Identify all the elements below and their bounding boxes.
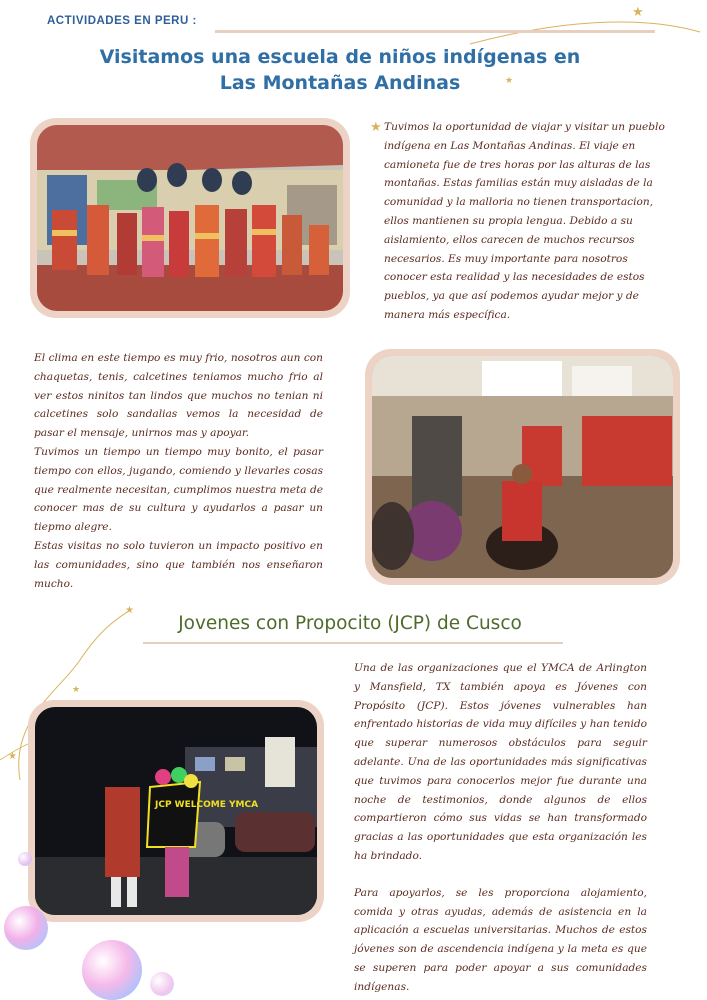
star-icon: ★ <box>125 605 134 616</box>
intro-paragraph: Tuvimos la oportunidad de viajar y visitar un pueblo indígena en Las Montañas Andinas. El viaje en camioneta fue de tres horas por las alturas de las montañas. Estas familias están muy aisladas de la comunidad y la malloria no tienen transportacion, ellos mantienen su propia lengua. Debido a su aislamiento, ellos carecen de muchos recursos necesarios. Es muy importante para nosotros conocer esta realidad y las necesidades de estos pueblos, ya que así podemos ayudar mejor y de manera más específica. <box>384 121 665 321</box>
climate-paragraph: El clima en este tiempo es muy frio, nosotros aun con chaquetas, tenis, calcetines teniamos mucho frio al ver estos ninitos tan lindos que muchos no tenian ni calcetines solo sandalias vemos la necesidad de pasar el mensaje, unirnos mas y apoyar. <box>34 352 323 440</box>
photo-ymca-night <box>28 700 324 922</box>
decorative-bubble <box>82 940 142 1000</box>
decorative-bubble <box>4 906 48 950</box>
page-title <box>95 44 585 96</box>
photo-dance <box>365 349 680 585</box>
star-icon: ★ <box>370 120 382 135</box>
ymca-night-image <box>35 707 317 915</box>
time-paragraph: Tuvimos un tiempo un tiempo muy bonito, el pasar tiempo con ellos, jugando, comiendo y llevarles cosas que realmente necesitan, cumplimos nuestra meta de conocer mas de su cultura y ayudarlos a pasar un tiepmo alegre. <box>34 445 323 534</box>
section-tag: ACTIVIDADES EN PERU : <box>47 15 197 27</box>
dance-image <box>372 356 673 578</box>
star-icon: ★ <box>72 685 81 695</box>
jcp-paragraph-2: Para apoyarlos, se les proporciona alojamiento, comida y otras ayudas, además de asistencia en la aplicación a escuelas universitarias. Muchos de estos jóvenes son de ascendencia indígena y la meta es que se superen para poder apoyar a sus comunidades indígenas. <box>354 886 647 993</box>
climate-text <box>34 349 323 593</box>
decorative-bubble <box>150 972 174 996</box>
section-divider <box>143 642 563 644</box>
sign-text: JCP WELCOME YMCA <box>155 800 259 810</box>
jcp-text <box>354 659 647 997</box>
title-line-2: Las Montañas Andinas <box>219 72 461 94</box>
star-icon: ★ <box>8 751 17 762</box>
section-title-jcp: Jovenes con Propocito (JCP) de Cusco <box>178 613 522 634</box>
photo-school-group <box>30 118 350 318</box>
star-icon: ★ <box>632 5 644 20</box>
decorative-bubble <box>18 852 32 866</box>
school-group-image <box>37 125 343 311</box>
jcp-paragraph-1: Una de las organizaciones que el YMCA de Arlington y Mansfield, TX también apoya es Jóvenes con Propósito (JCP). Estos jóvenes vulnerables han enfrentado historias de vida muy difíciles y han tenido que superar numerosos obstáculos para seguir adelante. Una de las oportunidades más significativas que tuvimos para conocerlos mejor fue durante una noche de testimonios, donde algunos de ellos compartieron cómo sus vidas se han transformado gracias a las oportunidades que esta organización les ha brindado. <box>354 662 647 862</box>
title-line-1: Visitamos una escuela de niños indígenas en <box>99 46 581 68</box>
impact-paragraph: Estas visitas no solo tuvieron un impacto positivo en las comunidades, sino que también nos enseñaron mucho. <box>34 539 323 590</box>
star-icon: ★ <box>505 76 514 86</box>
top-divider <box>215 30 655 33</box>
